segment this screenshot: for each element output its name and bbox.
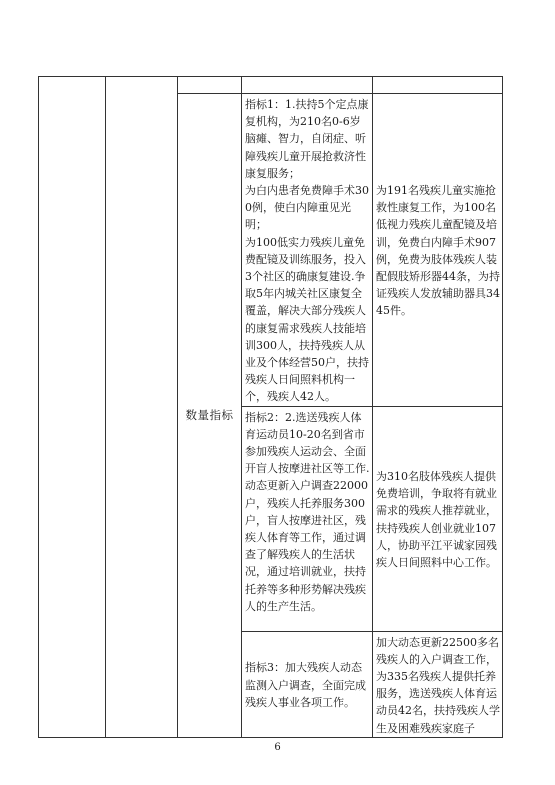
result-cell (373, 94, 503, 407)
result-text: 加大动态更新22500多名残疾人的入户调查工作，为335名残疾人提供托养服务，选送残疾人体育运动员42名，扶持残疾人学生及困难残疾家庭子 (376, 635, 500, 735)
table-cell-empty (106, 77, 178, 738)
category-label: 数量指标 (185, 407, 234, 422)
indicator-text: 指标1：1.扶持5个定点康复机构，为210名0-6岁脑瘫、智力，自闭症、听障残疾儿童开展抢救济性康复服务； 为白内患者免费障手术300例，使白内障重见光明； 为100低实力残疾儿童免费配镜及训练服务，投入3个社区的确康复建设.争取5年内城关社区康复全覆盖，解决大部分残疾人的康复需求残疾人技能培训300人，扶持残疾人从业及个体经营50户，扶持残疾人日间照料机构一个，残疾人42人。 (245, 98, 369, 404)
indicator-text: 指标3：加大残疾人动态监测入户调查，全面完成残疾人事业各项工作。 (245, 661, 366, 709)
indicator-cell (242, 406, 373, 631)
table-cell-empty (178, 77, 242, 94)
indicator-text: 指标2：2.选送残疾人体育运动员10-20名到省市参加残疾人运动会、全面开盲人按摩进社区等工作.动态更新入户调查22000户，残疾人托养服务300户，盲人按摩进社区，残疾人体育等工作，通过调查了解残疾人的生活状况，通过培训就业，扶持托养等多种形势解决残疾人的生产生活。 (245, 410, 370, 613)
table-cell-empty (39, 77, 106, 738)
result-cell (373, 631, 503, 737)
table-cell-empty (242, 77, 373, 94)
result-text: 为191名残疾儿童实施抢救性康复工作，为100名低视力残疾儿童配镜及培训，免费白内障手术907例，免费为肢体残疾人装配假肢矫形器44条，为持证残疾人发放辅助器具3445件。 (376, 184, 500, 318)
result-text: 为310名肢体残疾人提供免费培训，争取将有就业需求的残疾人推荐就业，扶持残疾人创业就业107人，协助平江平诚家园残疾人日间照料中心工作。 (376, 470, 497, 570)
category-cell (178, 94, 242, 738)
indicator-cell (242, 631, 373, 737)
table-cell-empty (373, 77, 503, 94)
indicator-cell (242, 94, 373, 407)
table-row (39, 77, 503, 94)
result-cell (373, 406, 503, 631)
indicator-table (38, 76, 503, 738)
page-number: 6 (274, 742, 281, 753)
